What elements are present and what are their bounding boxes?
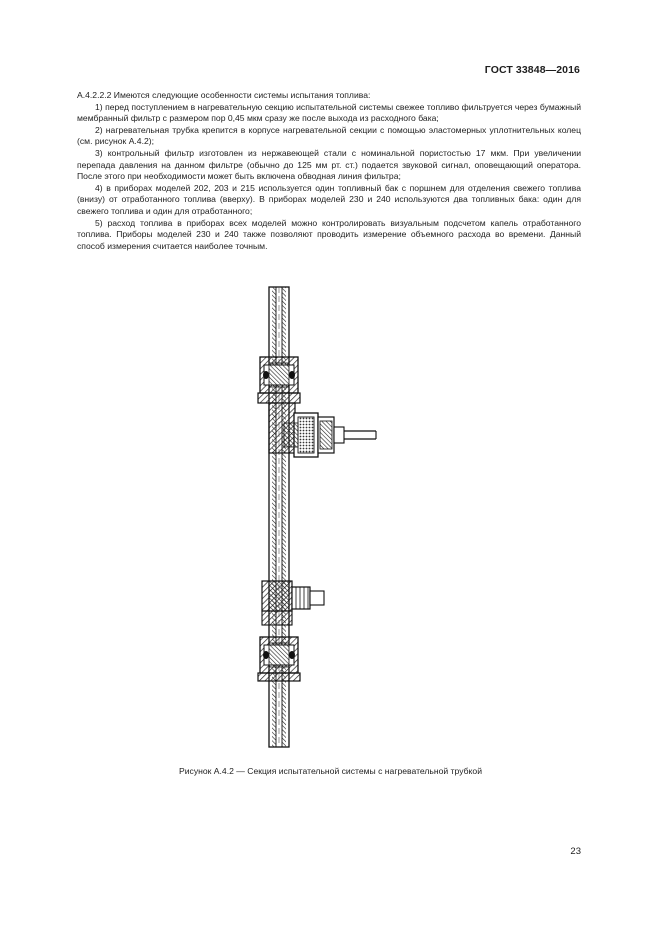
paragraph-intro: А.4.2.2.2 Имеются следующие особенности системы испытания топлива: bbox=[77, 90, 371, 100]
body-text bbox=[77, 90, 581, 252]
paragraph-item-2: 2) нагревательная трубка крепится в корпусе нагревательной секции с помощью эластомерных уплотнительных колец (см. рисунок А.4.2); bbox=[77, 124, 581, 147]
upper-fitting bbox=[258, 357, 300, 403]
heating-tube-section-drawing bbox=[236, 285, 396, 750]
paragraph-item-4: 4) в приборах моделей 202, 203 и 215 используется один топливный бак с поршнем для отделения свежего топлива (внизу) от отработанного топлива (вверху). В приборах моделей 230 и 240 используются два топливных бака: один для свежего топлива и один для отработанного; bbox=[77, 182, 581, 216]
page-number: 23 bbox=[570, 846, 581, 857]
paragraph-item-3: 3) контрольный фильтр изготовлен из нержавеющей стали с номинальной пористостью 17 мкм. При увеличении перепада давления на данном фильтре (обычно до 125 мм рт. ст.) подается звуковой сигнал, оповещающий оператора. После этого при необходимости может быть включена обводная линия фильтра; bbox=[77, 147, 581, 182]
paragraph-item-5: 5) расход топлива в приборах всех моделей можно контролировать визуальным подсчетом капель отработанного топлива. Приборы моделей 230 и 240 также позволяют проводить измерение объемного расхода во времени. Данный способ измерения считается наиболее точным. bbox=[77, 217, 581, 251]
lower-fitting bbox=[258, 637, 300, 681]
figure-caption: Рисунок А.4.2 — Секция испытательной системы с нагревательной трубкой bbox=[179, 766, 482, 776]
paragraph-item-1: 1) перед поступлением в нагревательную секцию испытательной системы свежее топливо фильтруется через бумажный мембранный фильтр с размером пор 0,45 мкм сразу же после выхода из расходного бака; bbox=[77, 101, 581, 124]
document-header: ГОСТ 33848—2016 bbox=[484, 64, 580, 76]
technical-drawing bbox=[236, 285, 396, 750]
lower-side-port bbox=[262, 581, 324, 625]
side-port-housing bbox=[269, 403, 376, 457]
